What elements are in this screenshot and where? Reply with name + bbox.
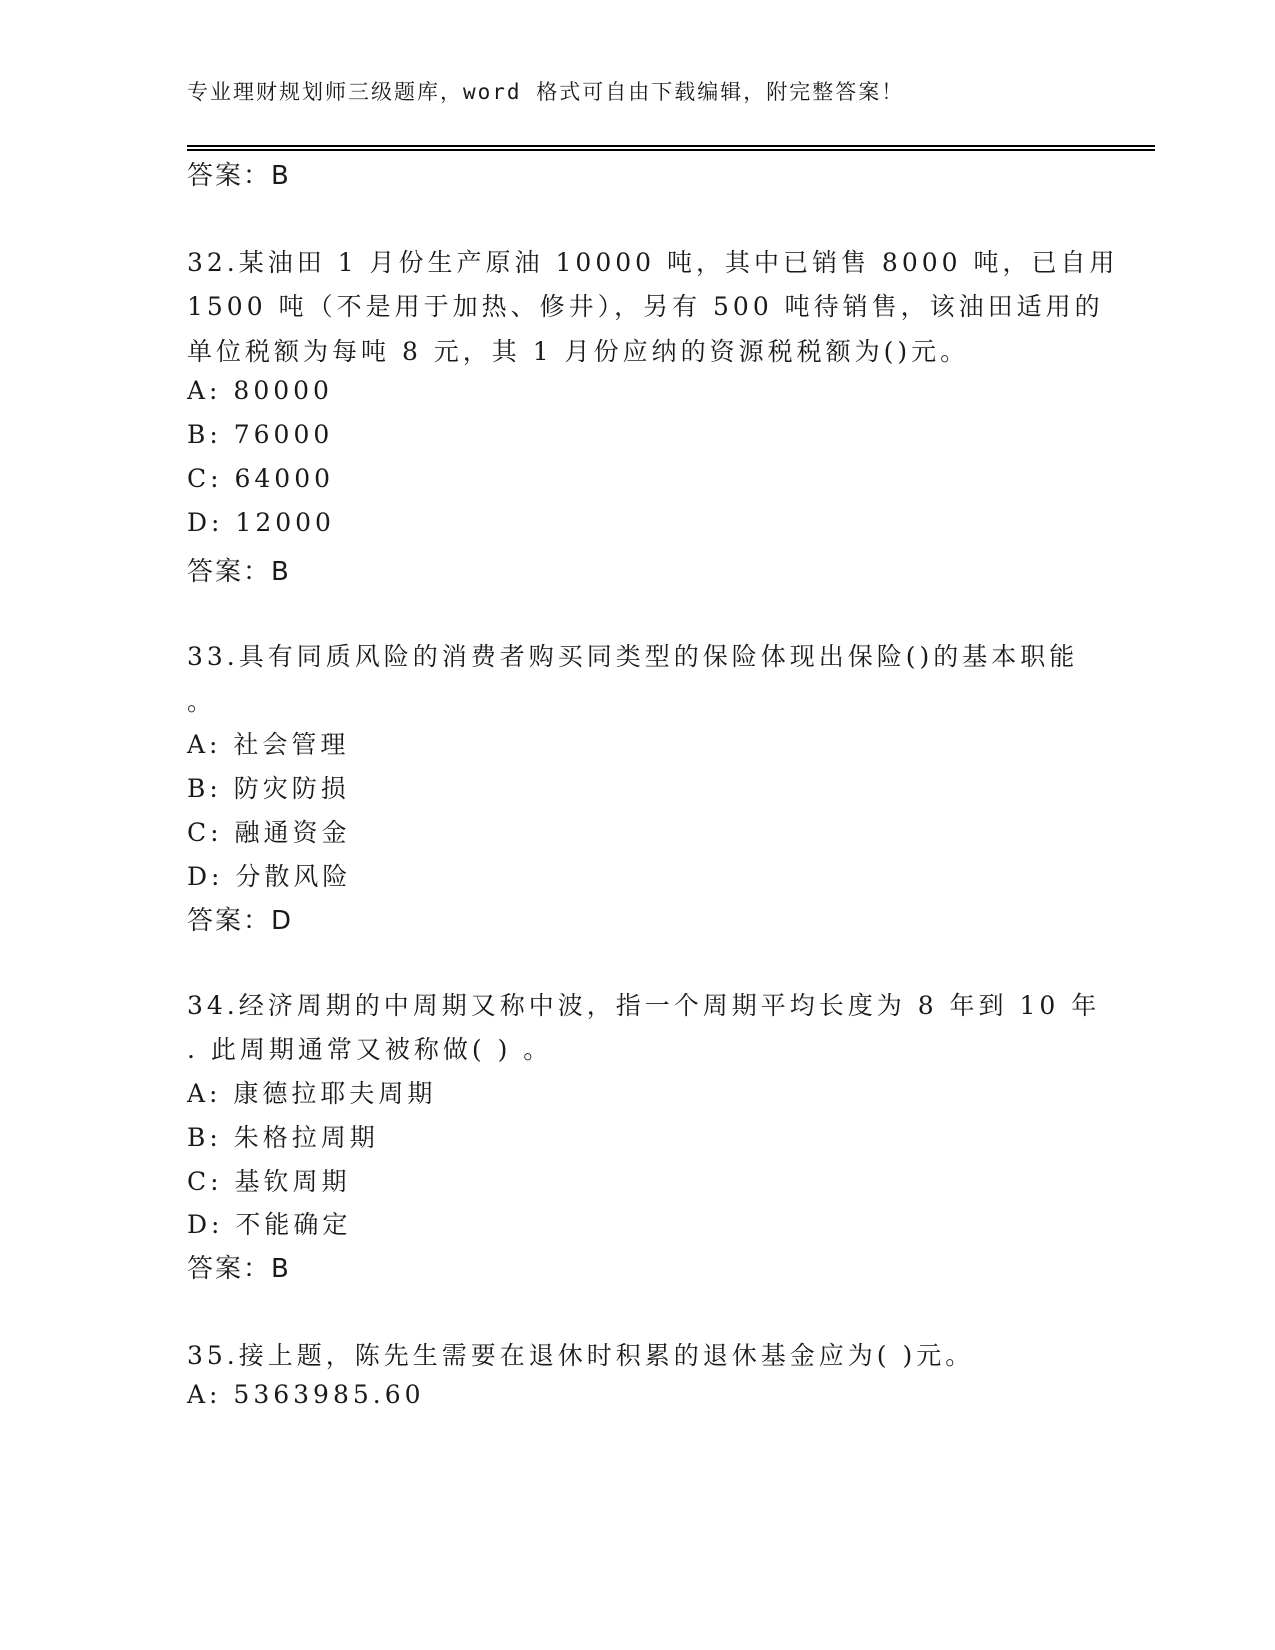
question-34-text-line-2: . 此周期通常又被称做( ) 。 [187, 1035, 553, 1064]
answer-32: 答案：B [187, 557, 291, 587]
question-32-option-c: C: 64000 [187, 464, 335, 493]
question-32-option-d: D: 12000 [187, 508, 335, 537]
question-32-text-line-3: 单位税额为每吨 8 元，其 1 月份应纳的资源税税额为()元。 [187, 337, 970, 366]
question-33-option-d: D: 分散风险 [187, 862, 352, 891]
question-33-text-line-1: 33.具有同质风险的消费者购买同类型的保险体现出保险()的基本职能 [187, 642, 1079, 671]
header-divider [187, 145, 1155, 151]
question-34-option-a: A: 康德拉耶夫周期 [187, 1079, 437, 1108]
question-32-option-a: A: 80000 [187, 376, 333, 405]
question-32-text-line-2: 1500 吨（不是用于加热、修井），另有 500 吨待销售，该油田适用的 [187, 292, 1104, 321]
question-32-text-line-1: 32.某油田 1 月份生产原油 10000 吨，其中已销售 8000 吨，已自用 [187, 248, 1119, 277]
answer-31: 答案：B [187, 161, 291, 191]
question-33-option-b: B: 防灾防损 [187, 774, 350, 803]
question-35-text-line-1: 35.接上题，陈先生需要在退休时积累的退休基金应为( )元。 [187, 1341, 975, 1370]
question-34-option-d: D: 不能确定 [187, 1210, 352, 1239]
question-32-option-b: B: 76000 [187, 420, 334, 449]
question-34-text-line-1: 34.经济周期的中周期又称中波，指一个周期平均长度为 8 年到 10 年 [187, 991, 1101, 1020]
answer-34: 答案：B [187, 1254, 291, 1284]
question-33-option-a: A: 社会管理 [187, 730, 350, 759]
question-34-option-c: C: 基钦周期 [187, 1167, 351, 1196]
question-35-option-a: A: 5363985.60 [187, 1380, 425, 1409]
page-header: 专业理财规划师三级题库，word 格式可自由下载编辑，附完整答案！ [187, 80, 905, 104]
question-34-option-b: B: 朱格拉周期 [187, 1123, 379, 1152]
question-33-text-line-2: 。 [187, 687, 217, 716]
question-33-option-c: C: 融通资金 [187, 818, 351, 847]
answer-33: 答案：D [187, 906, 294, 936]
